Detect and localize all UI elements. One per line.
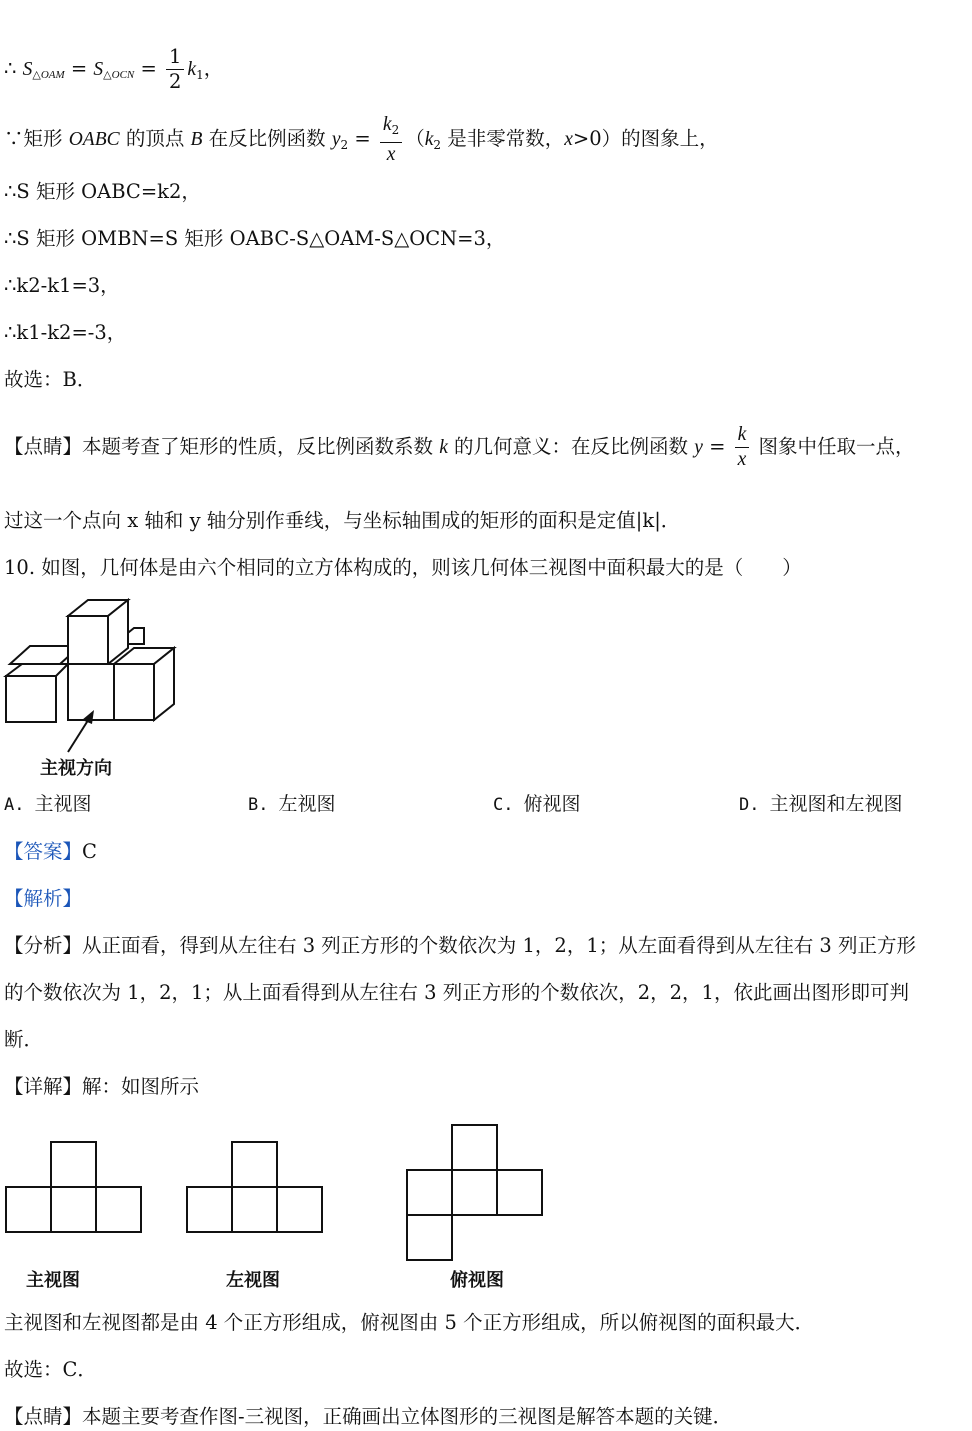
fraction-k2-over-x [380, 112, 402, 167]
line-5: ∴k2-k1=3， [4, 274, 120, 297]
analysis-tag: 【解析】 [4, 887, 83, 910]
math-sub: 2 [391, 123, 400, 137]
line-8 [4, 423, 915, 472]
paren: （ [405, 127, 425, 150]
option-text: 主视图和左视图 [769, 793, 903, 815]
top-view-caption: 俯视图 [450, 1270, 504, 1291]
fenxi-line-1: 【分析】从正面看，得到从左往右 3 列正方形的个数依次为 1，2，1；从左面看得到从左往右 3 列正方形 [4, 934, 917, 957]
option-label: A. [4, 795, 25, 815]
line-1 [4, 45, 223, 94]
option-text: 俯视图 [523, 793, 581, 815]
math-sub: △OAM [32, 69, 65, 81]
option-text: 左视图 [278, 793, 336, 815]
square [277, 1187, 322, 1232]
front-view-figure [5, 1140, 147, 1235]
numerator: 1 [166, 45, 184, 70]
text: >0）的图象上， [572, 127, 719, 150]
fraction-k-over-x [735, 423, 750, 472]
math-k: k [187, 59, 197, 80]
square [232, 1142, 277, 1187]
denominator: 2 [169, 70, 182, 93]
square [452, 1170, 497, 1215]
cube-face [114, 664, 154, 720]
denominator: x [737, 449, 747, 470]
square [6, 1187, 51, 1232]
option-a[interactable] [4, 790, 92, 819]
option-label: B. [248, 795, 269, 815]
xiangjie-line: 【详解】解：如图所示 [4, 1075, 200, 1098]
square [407, 1170, 452, 1215]
square [51, 1142, 96, 1187]
top-view-figure [406, 1124, 548, 1264]
answer-value: C [82, 840, 97, 863]
text: 在反比例函数 [202, 127, 332, 150]
math-k: k [439, 437, 448, 458]
dianjing-line: 【点睛】本题主要考查作图-三视图，正确画出立体图形的三视图是解答本题的关键． [4, 1405, 733, 1428]
option-text: 主视图 [34, 793, 92, 815]
math-s: S [22, 59, 33, 80]
text: ∵矩形 [4, 127, 69, 150]
math-x: x [564, 129, 573, 150]
option-d[interactable] [739, 790, 903, 819]
line-4: ∴S 矩形 OMBN=S 矩形 OABC-S△OAM-S△OCN=3， [4, 227, 506, 250]
line-9: 过这一个点向 x 轴和 y 轴分别作垂线，与坐标轴围成的矩形的面积是定值|k|． [4, 509, 681, 532]
math-y: y [331, 129, 341, 150]
left-view-caption: 左视图 [226, 1270, 280, 1291]
numerator: k [735, 423, 750, 448]
line-6: ∴k1-k2=-3， [4, 321, 127, 344]
fraction-one-half [166, 45, 184, 94]
question-10: 10. 如图，几何体是由六个相同的立方体构成的，则该几何体三视图中面积最大的是（ ） [4, 556, 802, 579]
text: 【点睛】本题考查了矩形的性质，反比例函数系数 [4, 435, 440, 458]
math-sub: 2 [433, 138, 442, 152]
view-direction-caption: 主视方向 [40, 758, 112, 779]
math-sub: 2 [340, 138, 349, 152]
line-7: 故选：B． [4, 368, 97, 391]
line-2 [4, 112, 719, 167]
text: 的几何意义：在反比例函数 [447, 435, 695, 458]
option-label: C. [493, 795, 514, 815]
cube-face [6, 676, 56, 722]
square [187, 1187, 232, 1232]
square [497, 1170, 542, 1215]
equals: = [70, 57, 88, 80]
math-oabc: OABC [68, 129, 120, 150]
option-c[interactable] [493, 790, 581, 819]
math-sub: 1 [196, 68, 204, 82]
front-view-caption: 主视图 [26, 1270, 80, 1291]
math-b: B [190, 129, 203, 150]
math-k: k [424, 129, 434, 150]
square [452, 1125, 497, 1170]
math-s: S [93, 59, 104, 80]
square [232, 1187, 277, 1232]
equals: = [140, 57, 157, 80]
denominator: x [386, 144, 396, 165]
math-y: y [694, 437, 703, 458]
cube-face [68, 664, 114, 720]
text: 的顶点 [119, 127, 191, 150]
text: 图象中任取一点， [752, 435, 915, 458]
square [51, 1187, 96, 1232]
fenxi-line-2: 的个数依次为 1，2，1；从上面看得到从左往右 3 列正方形的个数依次，2，2，1，依此画出图形即可判 [4, 981, 909, 1004]
therefore-sign: ∴ [4, 57, 17, 80]
line-3: ∴S 矩形 OABC=k2， [4, 180, 201, 203]
equals: = [348, 127, 377, 150]
choose-line: 故选：C． [4, 1358, 97, 1381]
left-view-figure [186, 1140, 328, 1235]
cube-face [68, 616, 108, 664]
conclusion-line: 主视图和左视图都是由 4 个正方形组成，俯视图由 5 个正方形组成，所以俯视图的面积最大． [4, 1311, 815, 1334]
comma: ， [203, 57, 224, 80]
equals: = [702, 435, 732, 458]
option-b[interactable] [248, 790, 336, 819]
square [407, 1215, 452, 1260]
fenxi-line-3: 断． [4, 1028, 44, 1051]
answer-tag: 【答案】 [4, 840, 83, 863]
text: 是非零常数， [441, 127, 565, 150]
numerator: k [382, 114, 392, 135]
square [96, 1187, 141, 1232]
answer-line [4, 838, 97, 866]
option-label: D. [739, 795, 760, 815]
math-sub: △OCN [103, 69, 135, 81]
cube-face [6, 664, 68, 676]
